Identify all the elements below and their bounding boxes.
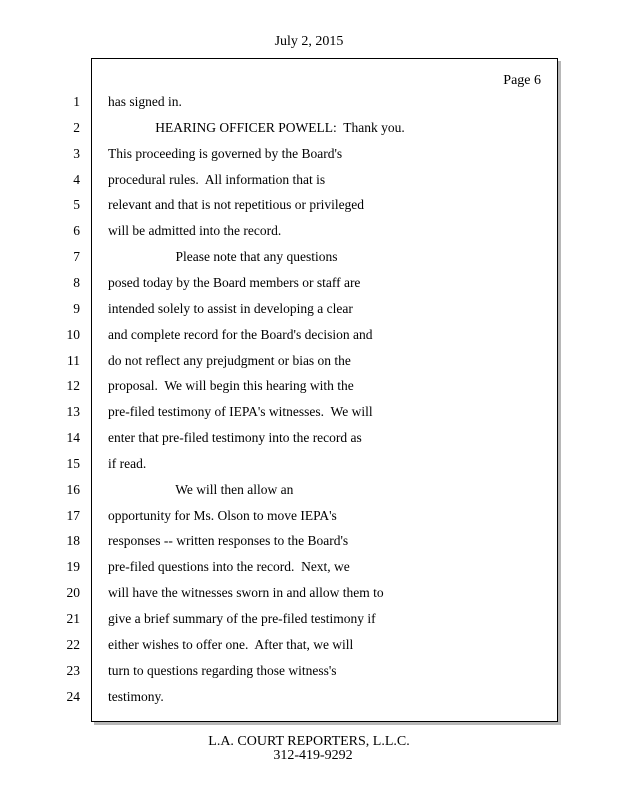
line-number: 19 (66, 559, 80, 574)
line-text: pre-filed testimony of IEPA's witnesses. We will (108, 404, 373, 419)
line-number: 8 (73, 275, 80, 290)
footer-phone: 312-419-9292 (273, 748, 353, 763)
page-number: Page 6 (503, 73, 541, 88)
line-number: 20 (66, 585, 80, 600)
line-text: Please note that any questions (108, 249, 338, 264)
line-number: 17 (66, 508, 80, 523)
line-text: relevant and that is not repetitious or privileged (108, 197, 365, 212)
line-text: do not reflect any prejudgment or bias on the (108, 353, 351, 368)
line-number: 6 (73, 223, 80, 238)
line-number: 23 (66, 663, 80, 678)
line-text: This proceeding is governed by the Board's (108, 146, 343, 161)
line-number: 3 (73, 146, 80, 161)
line-text: will be admitted into the record. (108, 223, 282, 238)
line-text: proposal. We will begin this hearing with the (108, 378, 354, 393)
header-date: July 2, 2015 (274, 34, 344, 49)
line-text: pre-filed questions into the record. Next, we (108, 559, 350, 574)
line-text: We will then allow an (108, 482, 294, 497)
line-text: opportunity for Ms. Olson to move IEPA's (108, 508, 337, 523)
line-text: responses -- written responses to the Board's (108, 533, 349, 548)
line-text: testimony. (108, 689, 164, 704)
line-number: 14 (66, 430, 80, 445)
line-text: procedural rules. All information that is (108, 172, 326, 187)
line-number: 2 (73, 120, 80, 135)
line-number: 11 (67, 353, 80, 368)
line-text: either wishes to offer one. After that, we will (108, 637, 354, 652)
line-number: 16 (66, 482, 80, 497)
line-number: 4 (73, 172, 80, 187)
line-number: 10 (66, 327, 80, 342)
line-text: HEARING OFFICER POWELL: Thank you. (108, 120, 405, 135)
line-number: 24 (66, 689, 80, 704)
line-number: 1 (73, 94, 80, 109)
line-number: 15 (66, 456, 80, 471)
line-text: give a brief summary of the pre-filed testimony if (108, 611, 376, 626)
line-number: 9 (73, 301, 80, 316)
line-number: 12 (66, 378, 80, 393)
line-number: 5 (73, 197, 80, 212)
line-number: 13 (66, 404, 80, 419)
line-text: enter that pre-filed testimony into the record as (108, 430, 362, 445)
line-text: and complete record for the Board's decision and (108, 327, 373, 342)
line-number: 22 (66, 637, 80, 652)
line-text: if read. (108, 456, 147, 471)
line-number: 7 (73, 249, 80, 264)
line-text: posed today by the Board members or staff are (108, 275, 361, 290)
footer-company: L.A. COURT REPORTERS, L.L.C. (208, 734, 410, 749)
line-number: 18 (66, 533, 80, 548)
line-text: intended solely to assist in developing a clear (108, 301, 353, 316)
line-text: will have the witnesses sworn in and allow them to (108, 585, 384, 600)
line-number: 21 (66, 611, 80, 626)
line-text: has signed in. (108, 94, 182, 109)
line-text: turn to questions regarding those witness's (108, 663, 337, 678)
